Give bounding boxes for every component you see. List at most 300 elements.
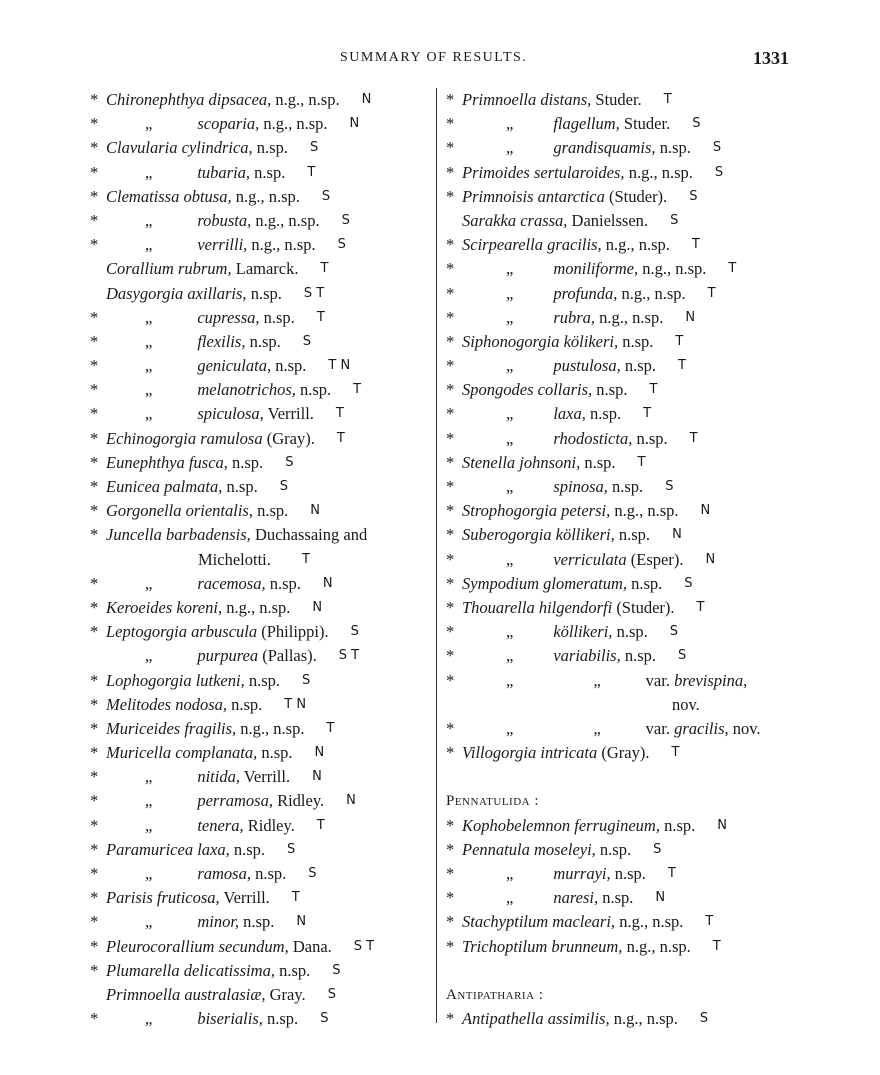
list-item: [446, 886, 796, 910]
asterisk-marker-text: *: [446, 428, 455, 448]
ditto-mark: „: [145, 767, 153, 787]
locality-mark: S: [341, 212, 350, 228]
taxon-name: profunda,: [553, 283, 618, 303]
locality-mark: T: [728, 261, 737, 277]
entry-line: [462, 88, 642, 112]
ditto-mark: „: [145, 307, 153, 327]
asterisk-marker-text: *: [90, 694, 99, 714]
entry-detail: n.sp.: [610, 864, 646, 883]
entry-detail: n.sp.: [262, 1009, 299, 1029]
asterisk-marker: [90, 814, 98, 838]
ditto-mark: „: [506, 356, 514, 376]
asterisk-marker: [446, 1007, 454, 1031]
list-item: [90, 354, 435, 378]
locality-mark: S: [302, 333, 312, 349]
list-item: [90, 572, 435, 596]
asterisk-marker-text: *: [90, 597, 99, 617]
ditto-mark: „: [506, 622, 514, 642]
entry-detail: n.g., n.sp.: [622, 936, 691, 956]
list-item: [90, 499, 435, 523]
asterisk-marker-text: *: [446, 162, 455, 182]
ditto-mark: „: [506, 718, 514, 738]
entry-detail: n.g., n.sp.: [236, 718, 305, 738]
taxon-name: köllikeri,: [553, 622, 613, 642]
list-item: [446, 814, 796, 838]
taxon-name: Clematissa obtusa,: [106, 186, 232, 206]
taxon-name: moniliforme,: [553, 259, 639, 279]
taxon-name: murrayi,: [553, 864, 611, 883]
ditto-mark: „: [145, 404, 153, 424]
locality-mark: S: [678, 648, 687, 664]
entry-detail: n.g., n.sp.: [624, 162, 693, 182]
locality-mark: T: [291, 890, 300, 906]
locality-mark: T: [707, 285, 716, 301]
list-item: [90, 257, 435, 281]
asterisk-marker: [446, 257, 454, 281]
entry-detail: (Gray).: [597, 743, 650, 763]
entry-line: [506, 402, 621, 426]
entry-detail: n.g., n.sp.: [638, 259, 707, 279]
asterisk-marker: [90, 402, 98, 426]
asterisk-marker: [90, 330, 98, 354]
taxon-name: Dasygorgia axillaris,: [106, 283, 247, 303]
asterisk-marker: [90, 1007, 98, 1031]
entry-line: [462, 499, 679, 523]
ditto-mark: „: [506, 477, 514, 496]
asterisk-marker-text: *: [90, 888, 99, 908]
entry-line: [462, 378, 627, 402]
asterisk-marker-text: *: [90, 743, 99, 763]
locality-mark: N: [312, 599, 323, 615]
locality-mark: N: [314, 745, 325, 761]
entry-line: [462, 741, 649, 765]
asterisk-marker: [90, 112, 98, 136]
continuation-text-text: Michelotti.: [198, 549, 271, 569]
asterisk-marker: [446, 862, 454, 886]
asterisk-marker-text: *: [446, 404, 455, 424]
asterisk-marker-text: *: [446, 815, 455, 835]
entry-detail: n.sp.: [250, 864, 287, 883]
list-item: [446, 523, 796, 547]
list-item: [446, 209, 796, 233]
entry-line: [462, 814, 695, 838]
locality-mark: N: [700, 503, 711, 519]
locality-mark: T N: [284, 696, 307, 712]
entry-line: [106, 741, 293, 765]
entry-detail: n.sp.: [598, 888, 634, 908]
locality-mark: S: [309, 140, 319, 156]
taxon-name: grandisquamis,: [553, 138, 656, 158]
asterisk-marker-text: *: [90, 767, 99, 787]
taxon-name: variabilis,: [553, 646, 621, 666]
entry-detail: n.sp.: [655, 138, 691, 158]
locality-mark: S: [670, 212, 679, 228]
taxon-name: Gorgonella orientalis,: [106, 501, 253, 521]
list-item: [446, 765, 796, 789]
asterisk-marker-text: *: [90, 670, 99, 690]
asterisk-marker-text: *: [446, 646, 455, 666]
asterisk-marker-text: *: [446, 573, 455, 593]
asterisk-marker-text: *: [446, 1009, 455, 1029]
locality-mark: T: [307, 164, 316, 180]
entry-line: [106, 427, 315, 451]
locality-mark: S: [699, 1011, 709, 1027]
taxon-name: Lophogorgia lutkeni,: [106, 670, 245, 690]
entry-line: [506, 862, 646, 886]
taxon-name: gracilis,: [669, 718, 729, 738]
entry-line: [145, 862, 286, 886]
asterisk-marker: [446, 427, 454, 451]
entry-detail: (Studer).: [612, 597, 675, 617]
taxon-name: minor,: [197, 912, 240, 932]
ditto-mark: „: [593, 670, 601, 690]
list-item: [446, 233, 796, 257]
entry-detail: n.sp.: [607, 477, 644, 496]
locality-mark: S: [285, 454, 294, 470]
locality-mark: N: [685, 309, 696, 325]
asterisk-marker: [446, 717, 454, 741]
asterisk-marker-text: *: [90, 90, 99, 109]
entry-line: [506, 669, 747, 693]
asterisk-marker-text: *: [446, 90, 455, 109]
ditto-mark: „: [145, 815, 153, 835]
entry-line: [506, 548, 683, 572]
asterisk-marker-text: *: [90, 428, 99, 448]
entry-detail: n.sp.: [612, 622, 648, 642]
entry-line: [462, 209, 648, 233]
list-item: [90, 910, 435, 934]
list-item: [90, 862, 435, 886]
asterisk-marker-text: *: [446, 477, 455, 496]
locality-mark: S: [714, 164, 724, 180]
asterisk-marker-text: *: [90, 501, 99, 521]
list-item: [90, 596, 435, 620]
locality-mark: N: [361, 92, 372, 107]
asterisk-marker-text: *: [90, 138, 99, 158]
entry-line: [462, 935, 691, 959]
locality-mark: S: [653, 841, 662, 857]
asterisk-marker-text: *: [446, 525, 455, 545]
entry-detail: Studer.: [591, 90, 642, 109]
asterisk-marker-text: *: [90, 960, 99, 980]
locality-mark: T: [335, 406, 344, 422]
locality-mark: T: [705, 914, 714, 930]
asterisk-marker-text: *: [446, 331, 455, 351]
asterisk-marker-text: *: [446, 259, 455, 279]
asterisk-marker-text: *: [90, 210, 99, 230]
locality-mark: T: [689, 430, 698, 446]
asterisk-marker: [446, 136, 454, 160]
entry-detail: (Esper).: [626, 549, 684, 569]
entry-detail: n.sp.: [227, 452, 264, 472]
asterisk-marker: [446, 814, 454, 838]
ditto-mark: „: [145, 162, 153, 182]
asterisk-marker: [446, 669, 454, 693]
list-item: [446, 499, 796, 523]
asterisk-marker: [446, 233, 454, 257]
entry-detail: Gray.: [265, 984, 306, 1004]
taxon-name: Plumarella delicatissima,: [106, 960, 275, 980]
asterisk-marker-text: *: [90, 1009, 99, 1029]
asterisk-marker: [446, 741, 454, 765]
asterisk-marker: [90, 161, 98, 185]
list-item: [90, 765, 435, 789]
entry-detail: n.sp.: [271, 356, 307, 376]
list-item: [446, 717, 796, 741]
locality-mark: S: [287, 841, 296, 857]
list-item: [446, 257, 796, 281]
entry-detail: n.sp.: [595, 839, 632, 859]
taxon-name: naresi,: [553, 888, 599, 908]
locality-mark: T: [675, 333, 684, 349]
taxon-name: Chironephthya dipsacea,: [106, 90, 272, 109]
entry-line: [506, 886, 633, 910]
entry-line: [506, 257, 706, 281]
asterisk-marker-text: *: [90, 114, 99, 134]
list-item: [446, 185, 796, 209]
locality-mark: T: [663, 92, 672, 107]
entry-line: [106, 886, 270, 910]
asterisk-marker: [90, 596, 98, 620]
entry-detail: n.g., n.sp.: [601, 235, 670, 255]
list-item: [90, 88, 435, 112]
list-item: [446, 959, 796, 983]
entry-line: [145, 306, 295, 330]
entry-detail: Verrill.: [219, 888, 270, 908]
list-item: [446, 354, 796, 378]
locality-mark: N: [349, 116, 360, 132]
asterisk-marker-text: *: [90, 307, 99, 327]
ditto-mark: „: [145, 210, 153, 230]
entry-line: [506, 620, 648, 644]
entry-line: [462, 185, 667, 209]
locality-mark: T: [316, 817, 325, 833]
list-item: [90, 330, 435, 354]
ditto-mark: „: [145, 356, 153, 376]
asterisk-marker: [90, 572, 98, 596]
asterisk-marker-text: *: [446, 743, 455, 763]
taxon-name: tubaria,: [197, 162, 251, 182]
asterisk-marker-text: *: [446, 307, 455, 327]
asterisk-marker-text: *: [446, 549, 455, 569]
entry-line: [462, 1007, 678, 1031]
taxon-name: Siphonogorgia kölikeri,: [462, 331, 619, 351]
list-item: [90, 402, 435, 426]
asterisk-marker-text: *: [446, 138, 455, 158]
list-item: [90, 112, 435, 136]
asterisk-marker: [446, 523, 454, 547]
entry-line: [506, 354, 656, 378]
asterisk-marker: [446, 451, 454, 475]
entry-detail: n.g., n.sp.: [251, 210, 320, 230]
entry-detail: n.sp.: [229, 839, 266, 859]
asterisk-marker-text: *: [446, 114, 455, 134]
list-item: [90, 693, 435, 717]
taxon-name: racemosa,: [197, 573, 266, 593]
asterisk-marker: [446, 548, 454, 572]
ditto-mark: „: [145, 646, 153, 666]
asterisk-marker: [90, 354, 98, 378]
section-heading-text: Pennatulida :: [446, 793, 540, 810]
list-item: [446, 741, 796, 765]
locality-mark: T: [678, 358, 686, 374]
list-item: [90, 814, 435, 838]
entry-detail: Verrill.: [263, 404, 314, 424]
entry-line: [145, 112, 328, 136]
asterisk-marker-text: *: [90, 525, 99, 545]
taxon-name: Spongodes collaris,: [462, 380, 593, 400]
asterisk-marker: [90, 669, 98, 693]
taxon-name: geniculata,: [197, 356, 272, 376]
list-item: [446, 1007, 796, 1031]
running-title: SUMMARY OF RESULTS.: [340, 50, 528, 65]
locality-mark: T N: [328, 358, 351, 374]
entry-detail: n.sp.: [592, 380, 628, 400]
asterisk-marker-text: *: [446, 501, 455, 521]
asterisk-marker: [90, 233, 98, 257]
list-item: [90, 620, 435, 644]
list-item: [90, 523, 435, 547]
entry-line: [106, 136, 288, 160]
list-item: [90, 475, 435, 499]
ditto-mark: „: [506, 646, 514, 666]
entry-line: [506, 475, 643, 499]
asterisk-marker: [446, 838, 454, 862]
taxon-name: scoparia,: [197, 114, 260, 134]
locality-mark: N: [312, 769, 322, 785]
list-item: [90, 717, 435, 741]
taxon-name: Thouarella hilgendorfi: [462, 597, 613, 617]
entry-detail: n.sp.: [618, 331, 654, 351]
taxon-name: pustulosa,: [553, 356, 621, 376]
entry-detail: Studer.: [619, 114, 671, 134]
taxon-name: spinosa,: [553, 477, 608, 496]
locality-mark: T: [643, 406, 652, 422]
locality-mark: T: [336, 430, 345, 446]
list-item: [446, 112, 796, 136]
locality-mark: S: [321, 188, 331, 204]
asterisk-marker: [90, 451, 98, 475]
entry-line: [462, 596, 675, 620]
entry-detail: n.sp.: [265, 573, 301, 593]
ditto-mark: „: [506, 888, 514, 908]
entry-line: [106, 620, 329, 644]
ditto-mark: „: [145, 573, 153, 593]
entry-line: [106, 983, 306, 1007]
locality-mark: S: [308, 866, 317, 881]
entry-line: [462, 233, 670, 257]
list-item: [90, 378, 435, 402]
entry-line: [506, 427, 668, 451]
asterisk-marker: [90, 935, 98, 959]
entry-line: [145, 330, 281, 354]
entry-detail: n.sp.: [246, 283, 282, 303]
locality-mark: N: [346, 793, 356, 809]
entry-line: [145, 402, 314, 426]
taxon-name: Scirpearella gracilis,: [462, 235, 602, 255]
entry-line: [145, 378, 331, 402]
asterisk-marker: [90, 523, 98, 547]
entry-line: [145, 765, 290, 789]
taxon-name: cupressa,: [197, 307, 260, 327]
asterisk-marker: [90, 765, 98, 789]
ditto-mark: „: [593, 718, 601, 738]
taxon-name: Muriceides fragilis,: [106, 718, 237, 738]
entry-detail: n.sp.: [250, 162, 286, 182]
entry-detail: var.: [645, 718, 670, 738]
taxon-name: robusta,: [197, 210, 252, 230]
ditto-mark: „: [506, 114, 514, 134]
locality-mark: S: [337, 237, 346, 253]
asterisk-marker: [90, 209, 98, 233]
column-divider: [436, 88, 437, 1023]
locality-mark: N: [310, 503, 321, 519]
list-item: [446, 693, 796, 717]
locality-mark: S T: [303, 285, 325, 301]
entry-detail: n.g., n.sp.: [617, 283, 686, 303]
locality-mark: [302, 548, 310, 572]
entry-detail: n.sp.: [632, 428, 668, 448]
asterisk-marker: [90, 427, 98, 451]
section-heading: [446, 789, 539, 813]
list-item: [446, 838, 796, 862]
taxon-name: Clavularia cylindrica,: [106, 138, 253, 158]
taxon-name: nitida,: [197, 767, 240, 787]
list-item: [446, 862, 796, 886]
asterisk-marker-text: *: [446, 839, 455, 859]
list-item: [446, 378, 796, 402]
asterisk-marker-text: *: [90, 573, 99, 593]
entry-detail: n.g., n.sp.: [609, 1009, 678, 1029]
list-item: [446, 596, 796, 620]
asterisk-marker: [90, 185, 98, 209]
entry-detail: Lamarck.: [231, 259, 299, 279]
entry-detail: n.sp.: [222, 477, 258, 496]
locality-mark: T: [320, 261, 329, 277]
locality-mark: T: [712, 938, 721, 954]
taxon-name: ramosa,: [197, 864, 251, 883]
entry-detail: n.g., n.sp.: [610, 501, 679, 521]
locality-mark: T: [326, 720, 335, 736]
list-item: [90, 935, 435, 959]
asterisk-marker-text: *: [446, 452, 455, 472]
section-heading-text: Antipatharia :: [446, 986, 544, 1003]
taxon-name: Antipathella assimilis,: [462, 1009, 610, 1029]
entry-detail: n.sp.: [580, 452, 616, 472]
asterisk-marker-text: *: [90, 162, 99, 182]
taxon-name: spiculosa,: [197, 404, 264, 424]
taxon-name: Echinogorgia ramulosa: [106, 428, 263, 448]
list-item: [90, 306, 435, 330]
asterisk-marker-text: *: [446, 888, 455, 908]
entry-line: [106, 475, 258, 499]
taxon-name: biserialis,: [197, 1009, 263, 1029]
list-item: [90, 1007, 435, 1031]
asterisk-marker: [90, 910, 98, 934]
entry-detail: n.sp.: [239, 912, 275, 932]
entry-line: [506, 282, 686, 306]
asterisk-marker: [446, 644, 454, 668]
entry-detail: n.sp.: [620, 646, 657, 666]
list-item: [446, 572, 796, 596]
list-item: [90, 136, 435, 160]
locality-mark: N: [672, 527, 682, 543]
asterisk-marker-text: *: [90, 186, 99, 206]
entry-line: [106, 282, 282, 306]
entry-detail: (Gray).: [262, 428, 315, 448]
asterisk-marker-text: *: [446, 356, 455, 376]
asterisk-marker-text: *: [446, 597, 455, 617]
